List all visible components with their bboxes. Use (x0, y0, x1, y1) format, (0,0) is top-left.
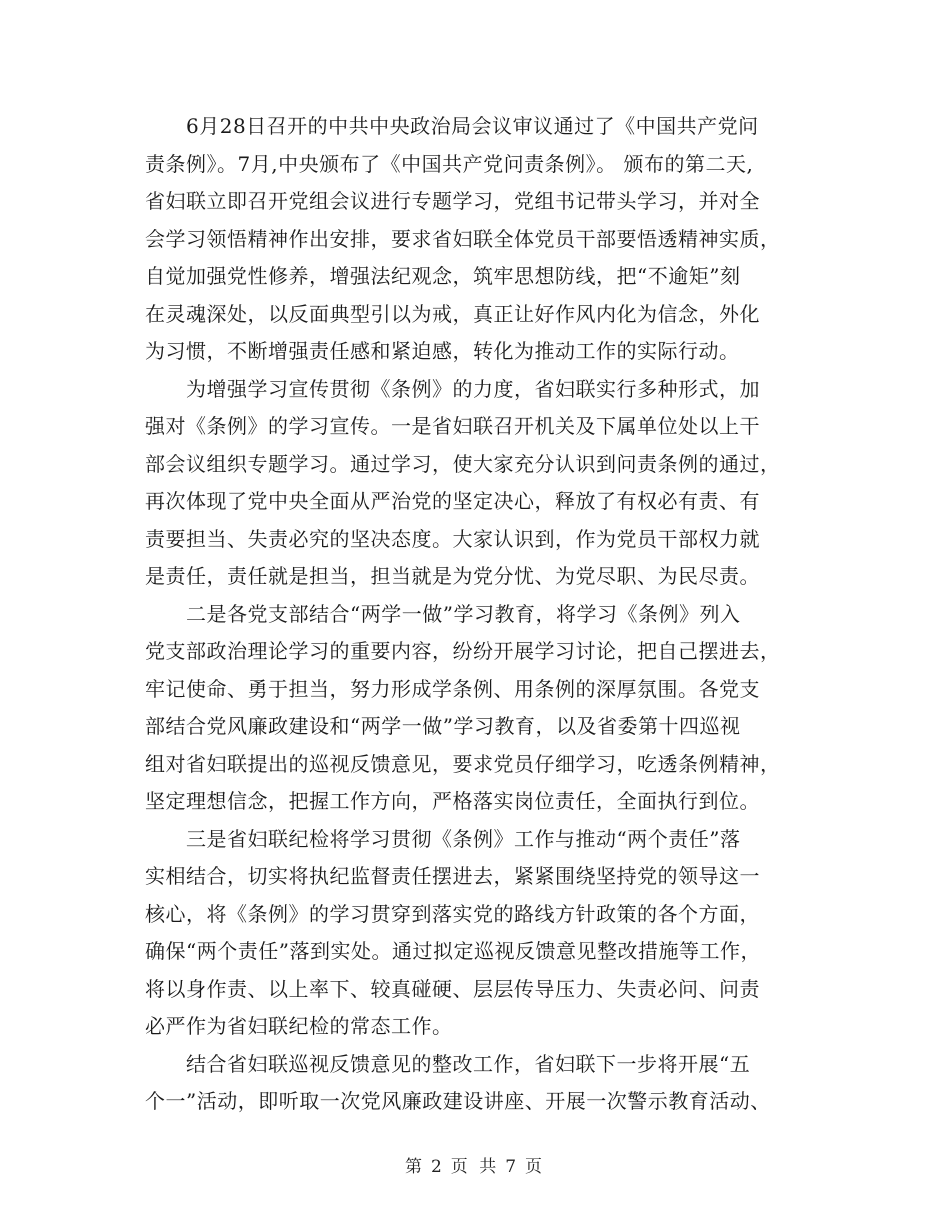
text-line: 坚定理想信念，把握工作方向，严格落实岗位责任，全面执行到位。 (145, 789, 760, 813)
footer-suffix: 页 (525, 1157, 546, 1177)
text-line: 个一”活动，即听取一次党风廉政建设讲座、开展一次警示教育活动、 (145, 1089, 771, 1113)
text-line: 核心，将《条例》的学习贯穿到落实党的路线方针政策的各个方面， (145, 901, 760, 926)
text-line: 在灵魂深处，以反面典型引以为戒，真正让好作风内化为信念，外化 (145, 301, 760, 326)
text-line: 省妇联立即召开党组会议进行专题学习，党组书记带头学习，并对全 (145, 189, 760, 213)
text-line: 部结合党风廉政建设和“两学一做”学习教育，以及省委第十四巡视 (145, 714, 741, 738)
current-page-number: 2 (430, 1157, 445, 1177)
body-text (145, 108, 825, 1121)
text-line: 责要担当、失责必究的坚决态度。大家认识到，作为党员干部权力就 (145, 526, 760, 551)
text-line: 组对省妇联提出的巡视反馈意见，要求党员仔细学习，吃透条例精神， (145, 751, 781, 776)
text-line: 会学习领悟精神作出安排，要求省妇联全体党员干部要悟透精神实质， (145, 226, 781, 251)
text-line: 是责任，责任就是担当，担当就是为党分忧、为党尽职、为民尽责。 (145, 564, 760, 588)
text-line: 结合省妇联巡视反馈意见的整改工作，省妇联下一步将开展“五 (145, 1051, 751, 1076)
text-line: 自觉加强党性修养，增强法纪观念，筑牢思想防线，把“不逾矩”刻 (145, 264, 741, 288)
text-line: 将以身作责、以上率下、较真碰硬、层层传导压力、失责必问、问责 (145, 976, 760, 1001)
text-line: 责条例》。7月,中央颁布了《中国共产党问责条例》。 颁布的第二天, (145, 151, 754, 176)
total-page-number: 7 (505, 1157, 520, 1177)
text-line: 必严作为省妇联纪检的常态工作。 (145, 1014, 453, 1038)
text-line: 部会议组织专题学习。通过学习，使大家充分认识到问责条例的通过， (145, 451, 781, 476)
text-line: 确保“两个责任”落到实处。通过拟定巡视反馈意见整改措施等工作， (145, 939, 761, 963)
text-line: 三是省妇联纪检将学习贯彻《条例》工作与推动“两个责任”落 (145, 826, 741, 851)
text-line: 再次体现了党中央全面从严治党的坚定决心，释放了有权必有责、有 (145, 489, 760, 513)
text-line: 牢记使命、勇于担当，努力形成学条例、用条例的深厚氛围。各党支 (145, 676, 760, 701)
text-line: 为习惯，不断增强责任感和紧迫感，转化为推动工作的实际行动。 (145, 339, 740, 363)
text-line: 强对《条例》的学习宣传。一是省妇联召开机关及下属单位处以上干 (145, 414, 760, 438)
page-number-footer (0, 1152, 950, 1177)
footer-mid: 页 共 (450, 1157, 500, 1177)
text-line: 二是各党支部结合“两学一做”学习教育，将学习《条例》列入 (145, 601, 741, 626)
text-line: 6月28日召开的中共中央政治局会议审议通过了《中国共产党问 (145, 114, 759, 138)
text-line: 实相结合，切实将执纪监督责任摆进去，紧紧围绕坚持党的领导这一 (145, 864, 760, 888)
text-line: 为增强学习宣传贯彻《条例》的力度，省妇联实行多种形式，加 (145, 376, 760, 401)
footer-prefix: 第 (404, 1157, 425, 1177)
text-line: 党支部政治理论学习的重要内容，纷纷开展学习讨论，把自己摆进去， (145, 639, 781, 663)
